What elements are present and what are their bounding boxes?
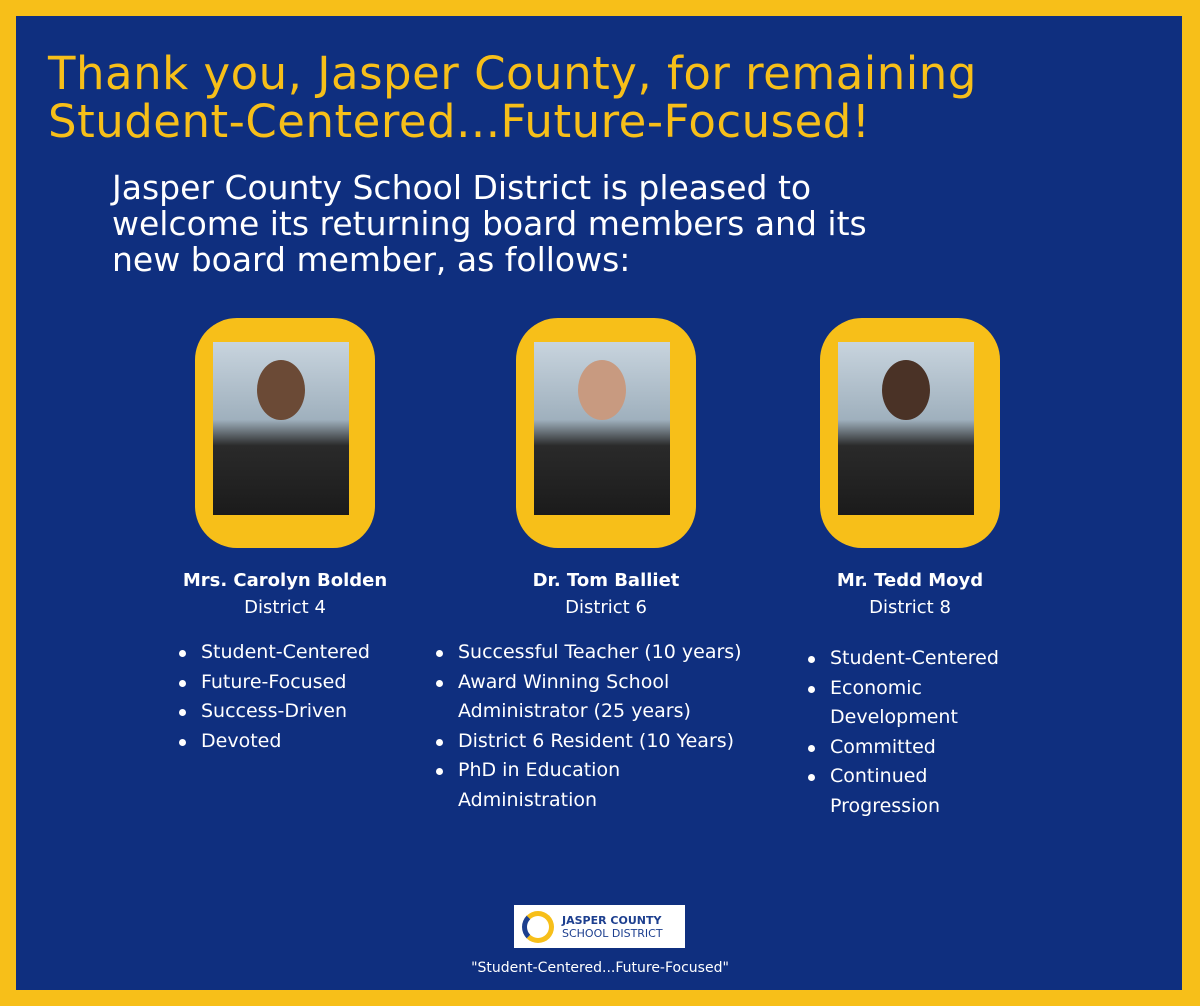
logo-compass-icon: [522, 911, 554, 943]
member-name: Mrs. Carolyn Bolden: [182, 570, 388, 591]
headline: [48, 47, 977, 148]
member-card-bolden: [135, 318, 435, 756]
list-item: Student-Centered: [175, 638, 435, 668]
headline-line-1: Thank you, Jasper County, for remaining: [48, 47, 977, 100]
list-item: Future-Focused: [175, 668, 435, 698]
intro-line-3: new board member, as follows:: [112, 240, 631, 279]
member-card-balliet: [446, 318, 766, 815]
intro-text: [112, 170, 867, 278]
list-item: District 6 Resident (10 Years): [432, 727, 762, 757]
list-item: Success-Driven: [175, 697, 435, 727]
list-item: Successful Teacher (10 years): [432, 638, 762, 668]
member-district: District 8: [869, 597, 951, 618]
member-photo: [534, 342, 670, 515]
list-item: Committed: [804, 733, 1004, 763]
member-photo: [838, 342, 974, 515]
list-item: Award Winning School Administrator (25 years): [432, 668, 732, 727]
member-district: District 4: [244, 597, 326, 618]
photo-frame: [516, 318, 696, 548]
list-item: Devoted: [175, 727, 435, 757]
member-district: District 6: [565, 597, 647, 618]
list-item: Economic Development: [804, 674, 1004, 733]
member-name: Mr. Tedd Moyd: [836, 570, 984, 591]
member-points: [432, 638, 762, 815]
member-photo: [213, 342, 349, 515]
list-item: Continued Progression: [804, 762, 1004, 821]
member-name: Dr. Tom Balliet: [532, 570, 680, 591]
intro-line-1: Jasper County School District is pleased to: [112, 168, 812, 207]
list-item: Student-Centered: [804, 644, 1004, 674]
member-card-moyd: [760, 318, 1060, 821]
headline-line-2: Student-Centered...Future-Focused!: [48, 95, 871, 148]
photo-frame: [820, 318, 1000, 548]
member-points: [175, 638, 435, 756]
district-logo: [514, 905, 685, 948]
logo-line-2: SCHOOL DISTRICT: [562, 926, 663, 940]
intro-line-2: welcome its returning board members and its: [112, 204, 867, 243]
member-points: [804, 644, 1004, 821]
tagline: "Student-Centered...Future-Focused": [471, 960, 729, 976]
list-item: PhD in Education Administration: [432, 756, 672, 815]
photo-frame: [195, 318, 375, 548]
logo-line-1: JASPER COUNTY: [562, 913, 662, 927]
